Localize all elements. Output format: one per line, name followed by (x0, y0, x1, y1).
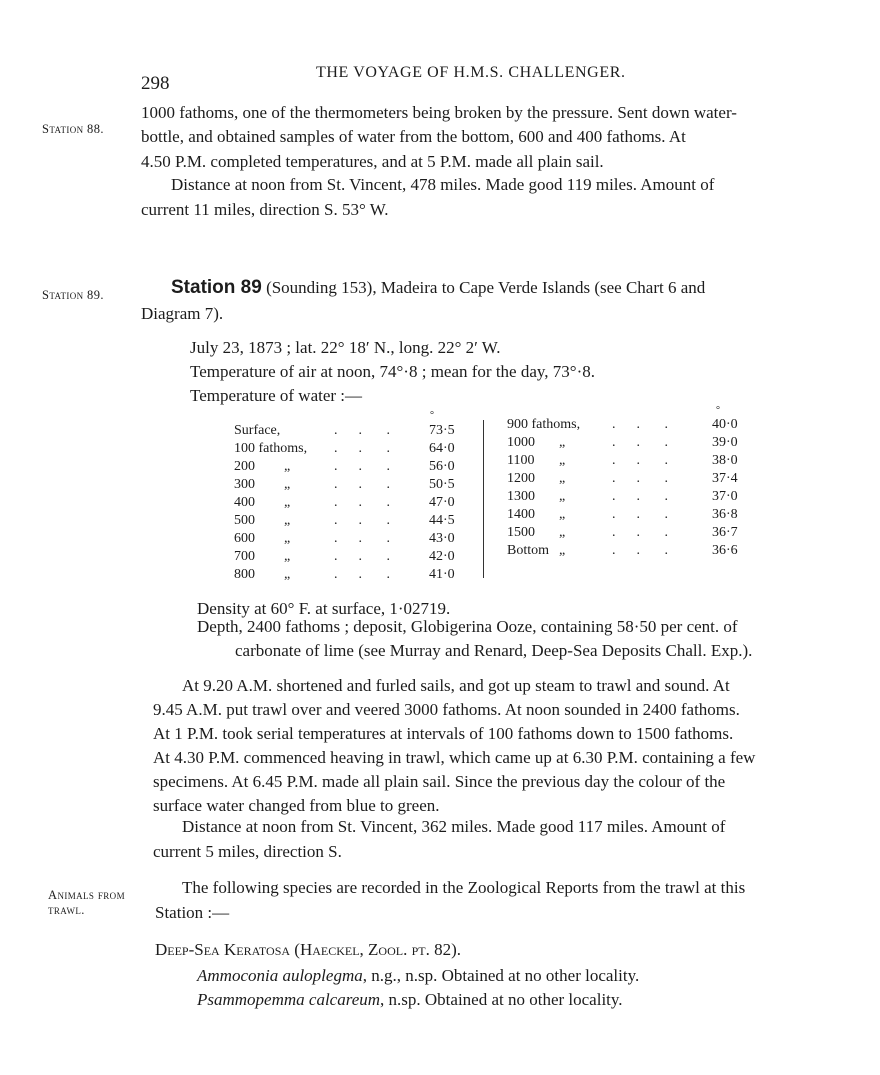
ditto-mark: „ (559, 525, 566, 540)
narrative-line-3: At 1 P.M. took serial temperatures at intervals of 100 fathoms down to 1500 fathoms. (153, 724, 734, 743)
water-temperature-label: Temperature of water :— (190, 386, 363, 405)
station89-heading-line-2: Diagram 7). (141, 304, 224, 323)
station88-line-1: 1000 fathoms, one of the thermometers being broken by the pressure. Sent down water- (141, 103, 737, 122)
table-row (507, 435, 738, 451)
station89-heading-rest: (Sounding 153), Madeira to Cape Verde Islands (see Chart 6 and (266, 278, 706, 297)
leader-dots: . . . (334, 495, 390, 510)
station88-line-3: 4.50 P.M. completed temperatures, and at 5 P.M. made all plain sail. (141, 152, 604, 171)
temperature-value: 36·8 (712, 507, 738, 522)
leader-dots: . . . (612, 417, 668, 432)
species-name: Ammoconia auloplegma (197, 966, 363, 985)
narrative-line-4: At 4.30 P.M. commenced heaving in trawl, which came up at 6.30 P.M. containing a few (153, 748, 756, 767)
depth-label: 600 (234, 531, 255, 546)
species-name: Psammopemma calcareum (197, 990, 381, 1009)
air-temperature-line: Temperature of air at noon, 74°·8 ; mean for the day, 73°·8. (190, 362, 595, 381)
table-row (234, 477, 455, 493)
table-row (234, 441, 455, 457)
depth-label: 300 (234, 477, 255, 492)
leader-dots: . . . (612, 453, 668, 468)
depth-label: 100 fathoms, (234, 441, 308, 456)
distance-line-1: Distance at noon from St. Vincent, 362 miles. Made good 117 miles. Amount of (182, 817, 726, 836)
leader-dots: . . . (334, 513, 390, 528)
margin-note-line: Animals from (48, 888, 125, 902)
table-row (234, 423, 455, 439)
table-row (234, 459, 455, 475)
ditto-mark: „ (284, 549, 291, 564)
depth-label: 400 (234, 495, 255, 510)
table-row (234, 495, 455, 511)
species-intro-line-2: Station :— (155, 903, 230, 922)
narrative-line-2: 9.45 A.M. put trawl over and veered 3000 fathoms. At noon sounded in 2400 fathoms. (153, 700, 740, 719)
temperature-value: 44·5 (429, 513, 455, 528)
depth-label: 700 (234, 549, 255, 564)
ditto-mark: „ (559, 543, 566, 558)
ditto-mark: „ (284, 513, 291, 528)
temperature-value: 36·6 (712, 543, 738, 558)
table-row (507, 507, 738, 523)
depth-label: 800 (234, 567, 255, 582)
table-row (507, 417, 738, 433)
species-line (197, 966, 639, 986)
degree-mark: ° (716, 405, 720, 416)
temperature-value: 56·0 (429, 459, 455, 474)
station89-title: Station 89 (171, 277, 262, 298)
depth-label: Surface, (234, 423, 281, 438)
species-line (197, 990, 623, 1010)
degree-mark: ° (430, 410, 434, 421)
ditto-mark: „ (284, 495, 291, 510)
ditto-mark: „ (559, 453, 566, 468)
station88-line-5: current 11 miles, direction S. 53° W. (141, 200, 389, 219)
table-row (507, 525, 738, 541)
leader-dots: . . . (334, 423, 390, 438)
ditto-mark: „ (284, 567, 291, 582)
leader-dots: . . . (334, 567, 390, 582)
temperature-value: 73·5 (429, 423, 455, 438)
depth-label: 1300 (507, 489, 535, 504)
table-row (234, 531, 455, 547)
margin-note-animals (48, 888, 125, 918)
leader-dots: . . . (334, 549, 390, 564)
table-row (507, 453, 738, 469)
margin-note-station-88: Station 88. (42, 122, 104, 136)
depth-label: 1400 (507, 507, 535, 522)
narrative-line-6: surface water changed from blue to green. (153, 796, 440, 815)
station89-heading (171, 277, 705, 299)
group-heading: Deep-Sea Keratosa (Haeckel, Zool. pt. 82). (155, 940, 462, 959)
temperature-value: 41·0 (429, 567, 455, 582)
station88-line-4: Distance at noon from St. Vincent, 478 miles. Made good 119 miles. Amount of (171, 175, 715, 194)
leader-dots: . . . (612, 435, 668, 450)
ditto-mark: „ (284, 531, 291, 546)
leader-dots: . . . (334, 441, 390, 456)
temperature-value: 43·0 (429, 531, 455, 546)
species-note: , n.sp. Obtained at no other locality. (380, 990, 623, 1009)
depth-label: 500 (234, 513, 255, 528)
leader-dots: . . . (334, 531, 390, 546)
leader-dots: . . . (612, 525, 668, 540)
species-intro-line-1: The following species are recorded in the Zoological Reports from the trawl at this (182, 878, 746, 897)
temperature-value: 37·0 (712, 489, 738, 504)
margin-note-line: trawl. (48, 903, 85, 917)
leader-dots: . . . (612, 471, 668, 486)
temperature-value: 64·0 (429, 441, 455, 456)
table-row (507, 543, 738, 559)
station88-line-2: bottle, and obtained samples of water from the bottom, 600 and 400 fathoms. At (141, 127, 686, 146)
depth-label: 200 (234, 459, 255, 474)
temperature-value: 36·7 (712, 525, 738, 540)
depth-label: Bottom (507, 543, 550, 558)
table-row (507, 471, 738, 487)
density-line: Density at 60° F. at surface, 1·02719. (197, 599, 451, 618)
narrative-line-5: specimens. At 6.45 P.M. made all plain sail. Since the previous day the colour of the (153, 772, 726, 791)
temperature-value: 42·0 (429, 549, 455, 564)
narrative-line-1: At 9.20 A.M. shortened and furled sails, and got up steam to trawl and sound. At (182, 676, 730, 695)
temperature-value: 47·0 (429, 495, 455, 510)
temperature-value: 50·5 (429, 477, 455, 492)
ditto-mark: „ (559, 507, 566, 522)
page-number: 298 (141, 73, 170, 94)
leader-dots: . . . (612, 489, 668, 504)
margin-note-station-89: Station 89. (42, 288, 104, 302)
leader-dots: . . . (334, 477, 390, 492)
leader-dots: . . . (334, 459, 390, 474)
ditto-mark: „ (284, 477, 291, 492)
leader-dots: . . . (612, 507, 668, 522)
table-column-divider (483, 420, 484, 578)
depth-label: 1500 (507, 525, 535, 540)
distance-line-2: current 5 miles, direction S. (153, 842, 342, 861)
depth-line-2: carbonate of lime (see Murray and Renard, Deep-Sea Deposits Chall. Exp.). (235, 641, 753, 660)
temperature-value: 38·0 (712, 453, 738, 468)
depth-label: 1100 (507, 453, 535, 468)
ditto-mark: „ (559, 471, 566, 486)
depth-label: 1000 (507, 435, 535, 450)
date-position-line: July 23, 1873 ; lat. 22° 18′ N., long. 22° 2′ W. (190, 338, 501, 357)
temperature-value: 40·0 (712, 417, 738, 432)
ditto-mark: „ (284, 459, 291, 474)
running-title: THE VOYAGE OF H.M.S. CHALLENGER. (316, 64, 626, 81)
depth-label: 1200 (507, 471, 535, 486)
leader-dots: . . . (612, 543, 668, 558)
table-row (234, 513, 455, 529)
temperature-value: 37·4 (712, 471, 738, 486)
table-row (507, 489, 738, 505)
table-row (234, 567, 455, 583)
ditto-mark: „ (559, 435, 566, 450)
ditto-mark: „ (559, 489, 566, 504)
depth-label: 900 fathoms, (507, 417, 581, 432)
species-note: , n.g., n.sp. Obtained at no other locality. (362, 966, 640, 985)
depth-line-1: Depth, 2400 fathoms ; deposit, Globigerina Ooze, containing 58·50 per cent. of (197, 617, 738, 636)
temperature-value: 39·0 (712, 435, 738, 450)
table-row (234, 549, 455, 565)
